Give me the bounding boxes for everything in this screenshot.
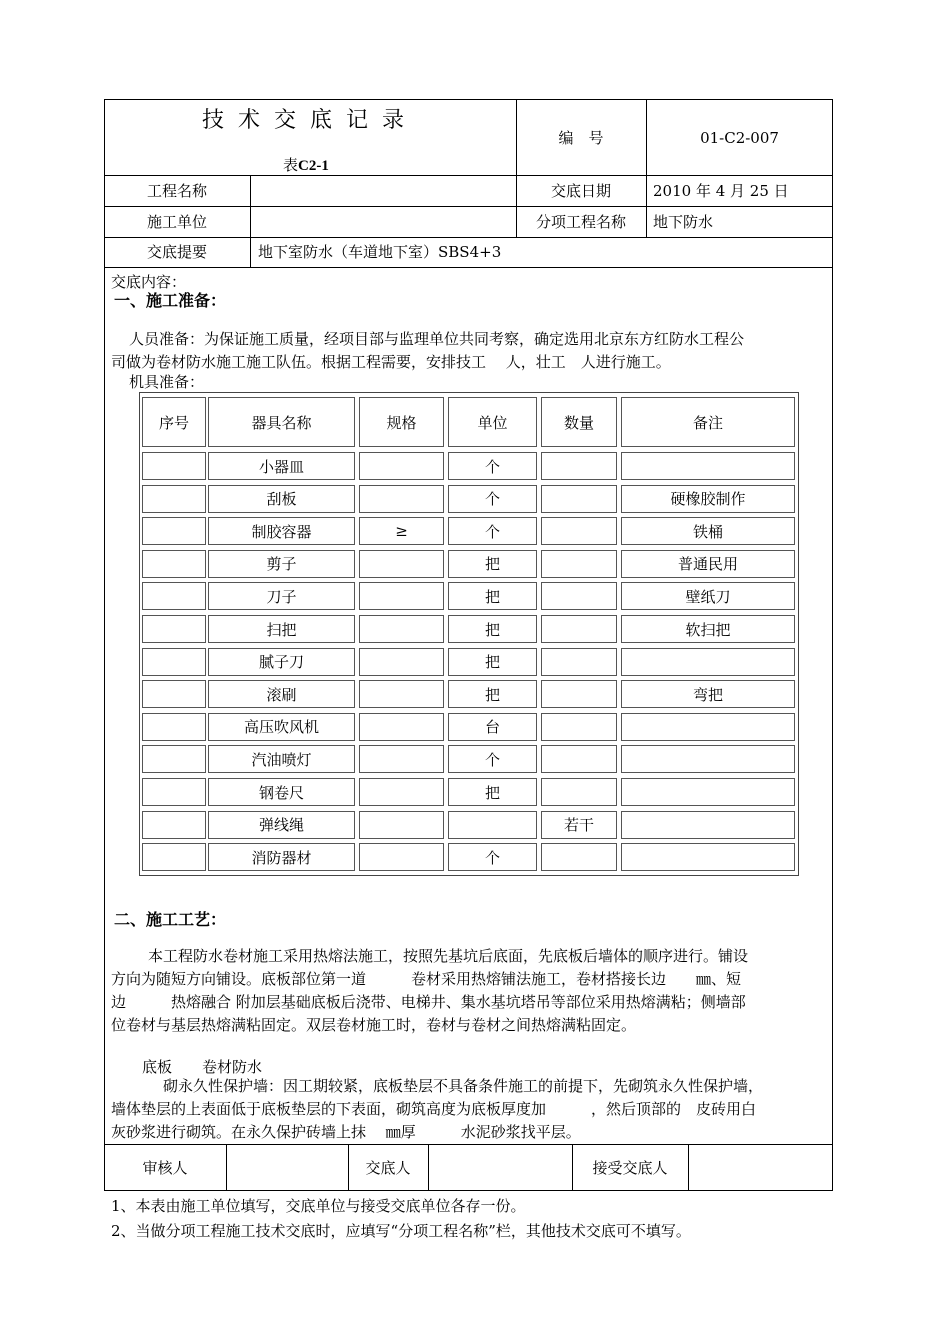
cell-name: 腻子刀 bbox=[208, 648, 355, 676]
cell-spec bbox=[359, 680, 444, 708]
floor-paragraph bbox=[111, 1075, 763, 1144]
cell-name: 汽油喷灯 bbox=[208, 745, 355, 773]
cell-name: 钢卷尺 bbox=[208, 778, 355, 806]
cell-remark: 硬橡胶制作 bbox=[621, 485, 795, 513]
receiver-label: 接受交底人 bbox=[592, 1159, 668, 1177]
cell-remark: 普通民用 bbox=[621, 550, 795, 578]
date-value: 2010 年 4 月 25 日 bbox=[653, 182, 789, 200]
cell-qty bbox=[541, 582, 617, 610]
cell-name: 滚刷 bbox=[208, 680, 355, 708]
section1-title: 一、施工准备： bbox=[114, 291, 227, 310]
form-code: 表C2-1 bbox=[283, 156, 329, 174]
cell-qty bbox=[541, 550, 617, 578]
table-header-cell: 单位 bbox=[448, 397, 537, 447]
cell-remark: 软扫把 bbox=[621, 615, 795, 643]
cell-spec bbox=[359, 452, 444, 480]
process-paragraph bbox=[111, 945, 748, 1037]
cell-qty bbox=[541, 778, 617, 806]
project-name-label: 工程名称 bbox=[146, 182, 207, 200]
cell-name: 剪子 bbox=[208, 550, 355, 578]
cell-spec bbox=[359, 550, 444, 578]
personnel-paragraph bbox=[111, 328, 744, 374]
cell-index bbox=[142, 550, 206, 578]
cell-index bbox=[142, 713, 206, 741]
cell-spec bbox=[359, 615, 444, 643]
cell-qty bbox=[541, 745, 617, 773]
number-label: 编 号 bbox=[558, 129, 604, 147]
presenter-label: 交底人 bbox=[365, 1159, 411, 1177]
cell-name: 扫把 bbox=[208, 615, 355, 643]
cell-unit: 把 bbox=[448, 648, 537, 676]
cell-unit: 个 bbox=[448, 517, 537, 545]
cell-unit: 把 bbox=[448, 680, 537, 708]
process-line: 位卷材与基层热熔满粘固定。双层卷材施工时，卷材与卷材之间热熔满粘固定。 bbox=[111, 1016, 637, 1034]
summary-value: 地下室防水（车道地下室）SBS4+3 bbox=[258, 243, 502, 261]
cell-index bbox=[142, 680, 206, 708]
equipment-table bbox=[139, 392, 799, 876]
cell-spec bbox=[359, 745, 444, 773]
cell-spec bbox=[359, 648, 444, 676]
cell-index bbox=[142, 517, 206, 545]
floor-line: 灰砂浆进行砌筑。在永久保护砖墙上抹 ㎜厚 水泥砂浆找平层。 bbox=[111, 1123, 581, 1141]
table-header-cell: 器具名称 bbox=[208, 397, 355, 447]
personnel-line: 人员准备：为保证施工质量，经项目部与监理单位共同考察，确定选用北京东方红防水工程公 bbox=[129, 330, 745, 348]
cell-unit: 个 bbox=[448, 485, 537, 513]
cell-unit: 个 bbox=[448, 843, 537, 871]
page-title: 技术交底记录 bbox=[201, 108, 418, 133]
cell-spec bbox=[359, 811, 444, 839]
process-line: 边 热熔融合 附加层基础底板后浇带、电梯井、集水基坑塔吊等部位采用热熔满粘；侧墙部 bbox=[111, 993, 746, 1011]
cell-spec: ≥ bbox=[359, 517, 444, 545]
subproject-value: 地下防水 bbox=[653, 213, 714, 231]
cell-remark: 壁纸刀 bbox=[621, 582, 795, 610]
cell-remark: 弯把 bbox=[621, 680, 795, 708]
cell-qty bbox=[541, 615, 617, 643]
reviewer-label: 审核人 bbox=[142, 1159, 188, 1177]
equipment-label: 机具准备： bbox=[129, 373, 205, 391]
cell-name: 刀子 bbox=[208, 582, 355, 610]
cell-spec bbox=[359, 778, 444, 806]
date-label: 交底日期 bbox=[550, 182, 611, 200]
cell-name: 弹线绳 bbox=[208, 811, 355, 839]
note-2: 2、当做分项工程施工技术交底时，应填写“分项工程名称”栏，其他技术交底可不填写。 bbox=[111, 1222, 691, 1240]
cell-remark bbox=[621, 745, 795, 773]
cell-spec bbox=[359, 582, 444, 610]
table-header-cell: 备注 bbox=[621, 397, 795, 447]
cell-qty bbox=[541, 517, 617, 545]
cell-remark bbox=[621, 843, 795, 871]
cell-index bbox=[142, 843, 206, 871]
cell-qty bbox=[541, 680, 617, 708]
cell-qty bbox=[541, 648, 617, 676]
unit-label: 施工单位 bbox=[146, 213, 207, 231]
cell-spec bbox=[359, 485, 444, 513]
cell-unit: 把 bbox=[448, 582, 537, 610]
cell-unit: 个 bbox=[448, 745, 537, 773]
cell-remark bbox=[621, 778, 795, 806]
cell-remark bbox=[621, 811, 795, 839]
cell-index bbox=[142, 582, 206, 610]
cell-index bbox=[142, 648, 206, 676]
cell-index bbox=[142, 615, 206, 643]
cell-unit bbox=[448, 811, 537, 839]
cell-name: 小器皿 bbox=[208, 452, 355, 480]
process-line: 方向为随短方向铺设。底板部位第一道 卷材采用热熔铺法施工，卷材搭接长边 ㎜、短 bbox=[111, 970, 742, 988]
note-1: 1、本表由施工单位填写，交底单位与接受交底单位各存一份。 bbox=[111, 1197, 526, 1215]
content-label: 交底内容： bbox=[111, 273, 187, 291]
cell-qty bbox=[541, 843, 617, 871]
cell-unit: 把 bbox=[448, 615, 537, 643]
cell-qty: 若干 bbox=[541, 811, 617, 839]
cell-unit: 把 bbox=[448, 550, 537, 578]
cell-unit: 把 bbox=[448, 778, 537, 806]
cell-unit: 个 bbox=[448, 452, 537, 480]
subproject-label: 分项工程名称 bbox=[535, 213, 626, 231]
cell-remark bbox=[621, 452, 795, 480]
floor-line: 墙体垫层的上表面低于底板垫层的下表面，砌筑高度为底板厚度加 ，然后顶部的 皮砖用白 bbox=[111, 1100, 757, 1118]
cell-remark: 铁桶 bbox=[621, 517, 795, 545]
personnel-line: 司做为卷材防水施工施工队伍。根据工程需要，安排技工 人，壮工 人进行施工。 bbox=[111, 353, 671, 371]
number-value: 01-C2-007 bbox=[700, 129, 779, 147]
cell-index bbox=[142, 485, 206, 513]
cell-name: 制胶容器 bbox=[208, 517, 355, 545]
cell-name: 刮板 bbox=[208, 485, 355, 513]
process-line: 本工程防水卷材施工采用热熔法施工，按照先基坑后底面，先底板后墙体的顺序进行。铺设 bbox=[148, 947, 749, 965]
table-header-cell: 序号 bbox=[142, 397, 206, 447]
cell-index bbox=[142, 452, 206, 480]
cell-spec bbox=[359, 843, 444, 871]
floor-heading: 底板 卷材防水 bbox=[142, 1058, 263, 1076]
cell-name: 消防器材 bbox=[208, 843, 355, 871]
table-header-cell: 数量 bbox=[541, 397, 617, 447]
cell-index bbox=[142, 778, 206, 806]
table-header-cell: 规格 bbox=[359, 397, 444, 447]
cell-qty bbox=[541, 485, 617, 513]
cell-remark bbox=[621, 713, 795, 741]
cell-unit: 台 bbox=[448, 713, 537, 741]
cell-qty bbox=[541, 713, 617, 741]
cell-qty bbox=[541, 452, 617, 480]
cell-name: 高压吹风机 bbox=[208, 713, 355, 741]
floor-line: 砌永久性保护墙：因工期较紧，底板垫层不具备条件施工的前提下，先砌筑永久性保护墙， bbox=[163, 1077, 764, 1095]
cell-index bbox=[142, 745, 206, 773]
cell-spec bbox=[359, 713, 444, 741]
cell-index bbox=[142, 811, 206, 839]
summary-label: 交底提要 bbox=[146, 243, 207, 261]
cell-remark bbox=[621, 648, 795, 676]
section2-title: 二、施工工艺： bbox=[114, 910, 227, 929]
